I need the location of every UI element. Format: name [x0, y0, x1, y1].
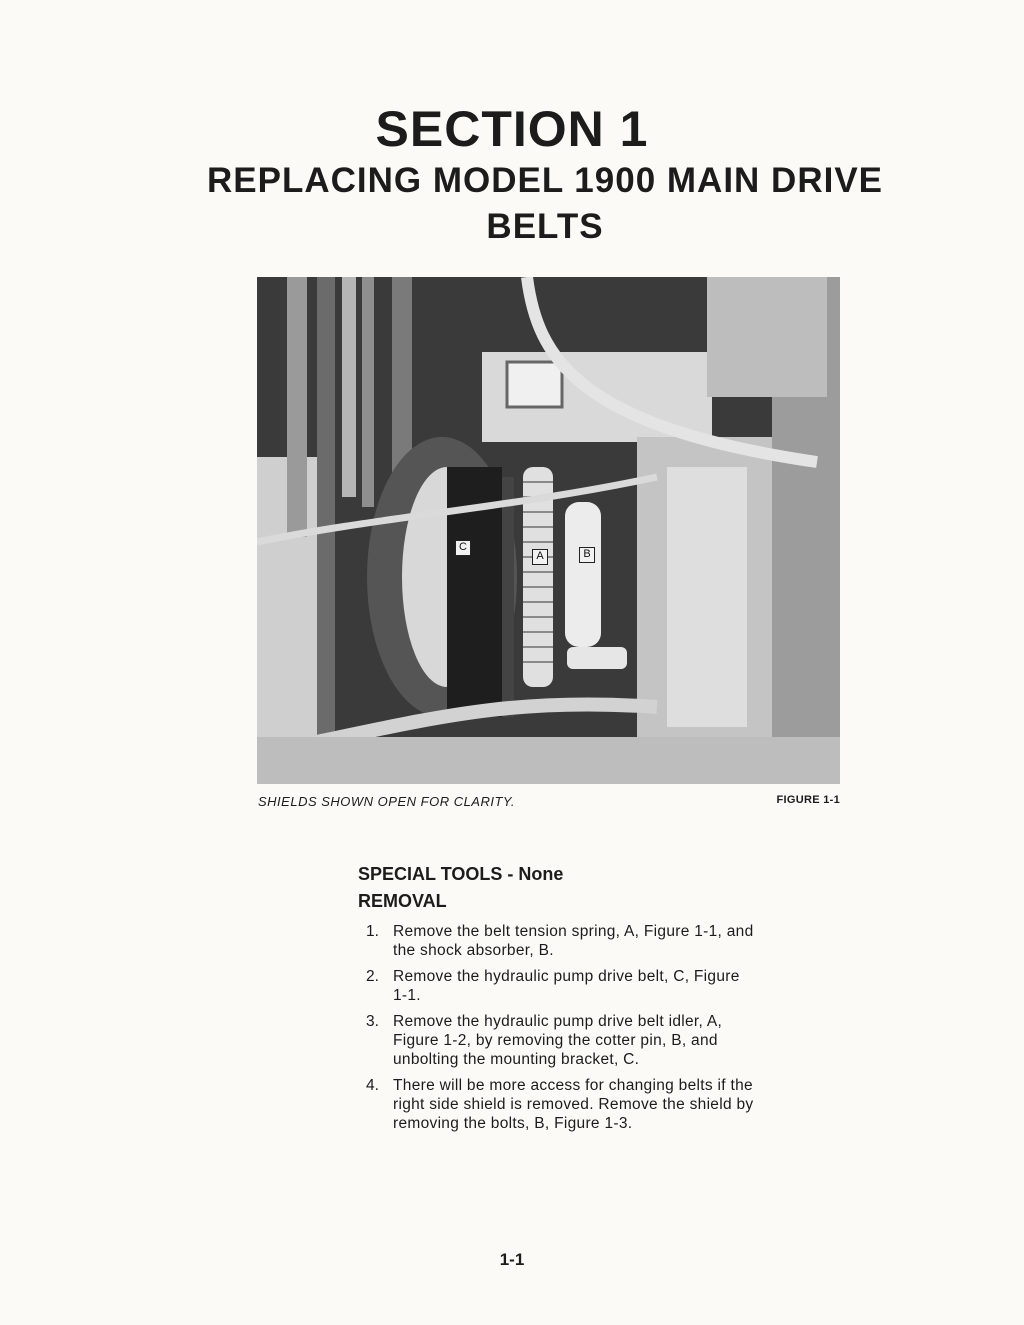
- step-number: 4.: [366, 1077, 379, 1094]
- title-line-1: REPLACING MODEL 1900 MAIN DRIVE: [206, 161, 884, 200]
- step-number: 2.: [366, 968, 379, 985]
- step-text: Remove the hydraulic pump drive belt, C, Figure 1-1.: [393, 968, 740, 1004]
- step-text: There will be more access for changing belts if the right side shield is removed. Remove the shield by removing the bolts, B, Figure 1-3.: [393, 1077, 754, 1132]
- figure-photo: [257, 277, 840, 784]
- figure-number: FIGURE 1-1: [776, 794, 840, 806]
- removal-heading: REMOVAL: [358, 891, 447, 911]
- callout-a: A: [532, 549, 548, 565]
- special-tools-heading: SPECIAL TOOLS - None: [358, 864, 564, 884]
- removal-steps: [366, 922, 756, 1140]
- step-text: Remove the belt tension spring, A, Figure 1-1, and the shock absorber, B.: [393, 923, 754, 959]
- section-title: SECTION 1: [375, 101, 649, 157]
- list-item: [366, 922, 756, 960]
- page-title: [150, 158, 940, 250]
- step-text: Remove the hydraulic pump drive belt idler, A, Figure 1-2, by removing the cotter pin, B, and unbolting the mounting bracket, C.: [393, 1013, 723, 1068]
- list-item: [366, 1076, 756, 1133]
- list-item: [366, 1012, 756, 1069]
- figure-caption: SHIELDS SHOWN OPEN FOR CLARITY.: [258, 794, 516, 809]
- step-number: 3.: [366, 1013, 379, 1030]
- callout-b: B: [579, 547, 595, 563]
- page-number: 1-1: [499, 1250, 525, 1269]
- title-line-2: BELTS: [486, 207, 604, 246]
- drive-belt-photo-illustration: [257, 277, 840, 784]
- list-item: [366, 967, 756, 1005]
- step-number: 1.: [366, 923, 379, 940]
- callout-c: C: [455, 540, 471, 556]
